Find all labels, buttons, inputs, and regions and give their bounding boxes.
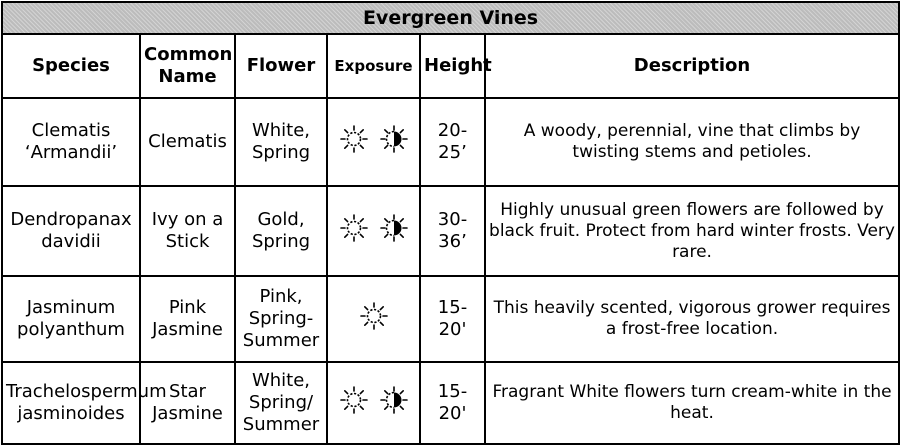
exposure-cell [327,362,420,444]
sun-icon [339,213,369,243]
common-name-cell: Star Jasmine [140,362,235,444]
common-name-cell: Ivy on a Stick [140,186,235,276]
flower-cell: Gold, Spring [235,186,327,276]
height-cell: 20-25’ [420,98,485,186]
table-title: Evergreen Vines [2,2,899,34]
description-cell: This heavily scented, vigorous grower requires a frost-free location. [485,276,899,362]
exposure-cell [327,186,420,276]
header-height: Height [420,34,485,98]
flower-cell: White, Spring/ Summer [235,362,327,444]
header-flower: Flower [235,34,327,98]
header-description: Description [485,34,899,98]
flower-cell: White, Spring [235,98,327,186]
sun-icon [359,301,389,331]
exposure-cell [327,276,420,362]
exposure-cell [327,98,420,186]
height-cell: 15-20' [420,362,485,444]
species-cell: Clematis ‘Armandii’ [2,98,140,186]
table-row [2,276,899,362]
sun-icon [339,385,369,415]
description-cell: A woody, perennial, vine that climbs by twisting stems and petioles. [485,98,899,186]
sun-icon [339,124,369,154]
half-sun-icon [379,385,409,415]
header-species: Species [2,34,140,98]
half-sun-icon [379,213,409,243]
species-cell: Dendropanax davidii [2,186,140,276]
header-row [2,34,899,98]
evergreen-vines-table [1,1,900,445]
species-cell: Trachelospermum jasminoides [2,362,140,444]
common-name-cell: Clematis [140,98,235,186]
table-row [2,362,899,444]
header-exposure: Exposure [327,34,420,98]
header-common-name: Common Name [140,34,235,98]
table-row [2,186,899,276]
table-row [2,98,899,186]
common-name-cell: Pink Jasmine [140,276,235,362]
height-cell: 15-20' [420,276,485,362]
flower-cell: Pink, Spring-Summer [235,276,327,362]
height-cell: 30-36’ [420,186,485,276]
description-cell: Fragrant White flowers turn cream-white in the heat. [485,362,899,444]
species-cell: Jasminum polyanthum [2,276,140,362]
description-cell: Highly unusual green flowers are followed by black fruit. Protect from hard winter frosts. Very rare. [485,186,899,276]
half-sun-icon [379,124,409,154]
